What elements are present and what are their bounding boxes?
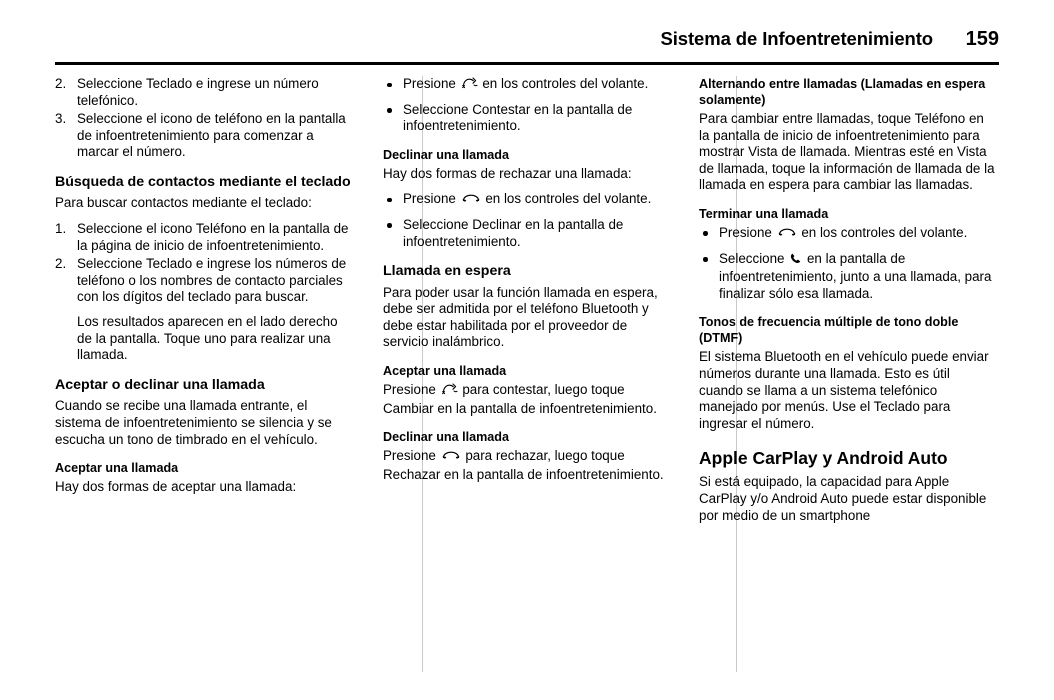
heading-declinar-una-llamada: Declinar una llamada xyxy=(383,147,509,162)
heading-declinar-llamada-espera: Declinar una llamada xyxy=(383,430,509,445)
list-item xyxy=(55,256,353,306)
list-item-text: Seleccione Teclado e ingrese un número telefónico. xyxy=(77,76,319,108)
heading-apple-carplay-android-auto: Apple CarPlay y Android Auto xyxy=(699,448,948,469)
paragraph-dtmf: El sistema Bluetooth en el vehículo puede enviar números durante una llamada. Esto es útil cuando se llama a un sistema telefónico manejado por menús. Use el Teclado para ingresar el número. xyxy=(699,349,989,431)
page-title: Sistema de Infoentretenimiento xyxy=(660,28,933,49)
phone-handset-icon xyxy=(789,252,802,270)
list-item-text-pre: Presione xyxy=(403,76,456,91)
paragraph-aceptar-llamada-espera xyxy=(383,382,667,417)
paragraph-resultados: Los resultados aparecen en el lado derecho de la pantalla. Toque uno para realizar una llamada. xyxy=(77,314,338,363)
paragraph-text-pre: Presione xyxy=(383,448,436,464)
three-column-layout xyxy=(55,76,999,676)
heading-aceptar-llamada-espera: Aceptar una llamada xyxy=(383,364,507,379)
paragraph-text-post: para contestar, luego toque Cambiar en la pantalla de infoentretenimiento. xyxy=(383,382,657,416)
paragraph-declinar-llamada-espera xyxy=(383,448,667,483)
list-item xyxy=(699,225,997,244)
list-marker: 3. xyxy=(55,111,67,127)
column-middle xyxy=(369,76,683,676)
list-item-text: Seleccione Contestar en la pantalla de infoentretenimiento. xyxy=(403,101,633,134)
heading-busqueda-contactos: Búsqueda de contactos mediante el teclado xyxy=(55,173,351,190)
paragraph-text-pre: Presione xyxy=(383,382,436,398)
column-left xyxy=(55,76,369,676)
list-marker: 2. xyxy=(55,76,67,91)
phone-end-icon xyxy=(441,450,461,467)
heading-terminar-llamada: Terminar una llamada xyxy=(699,206,829,221)
paragraph-llamada-entrante: Cuando se recibe una llamada entrante, el sistema de infoentretenimiento se silencia y se escucha un tono de timbrado en el vehículo. xyxy=(55,398,332,447)
list-item-text: Seleccione el icono Teléfono en la pantalla de la página de inicio de infoentretenimiento. xyxy=(77,221,349,253)
phone-end-icon xyxy=(461,193,481,210)
list-item-text: Seleccione Teclado e ingrese los números de teléfono o los nombres de contacto parciales con los dígitos del teclado para buscar. xyxy=(77,256,347,305)
heading-llamada-en-espera: Llamada en espera xyxy=(383,263,511,280)
list-marker: 1. xyxy=(55,221,67,237)
list-item xyxy=(55,111,353,161)
list-item xyxy=(383,102,667,135)
paragraph-dos-formas-rechazar: Hay dos formas de rechazar una llamada: xyxy=(383,165,632,181)
list-item-text-pre: Presione xyxy=(403,191,456,207)
list-item-text-pre: Seleccione xyxy=(719,250,785,266)
list-item-text-pre: Presione xyxy=(719,224,772,240)
heading-alternando-llamadas: Alternando entre llamadas (Llamadas en espera solamente) xyxy=(699,77,986,107)
phone-end-icon xyxy=(777,227,797,244)
list-marker: 2. xyxy=(55,256,67,272)
heading-aceptar-llamada: Aceptar una llamada xyxy=(55,461,179,476)
paragraph-llamada-en-espera: Para poder usar la función llamada en espera, debe ser admitida por el teléfono Bluetooth y debe estar habilitada por el proveedor de servicio inalámbrico. xyxy=(383,284,658,350)
paragraph-carplay: Si está equipado, la capacidad para Apple CarPlay y/o Android Auto puede estar disponible por medio de un smartphone xyxy=(699,474,987,523)
heading-dtmf: Tonos de frecuencia múltiple de tono doble (DTMF) xyxy=(699,315,959,346)
list-item-text-post: en los controles del volante. xyxy=(485,191,652,207)
list-item xyxy=(383,217,667,250)
list-item xyxy=(55,76,353,109)
paragraph-text-post: para rechazar, luego toque Rechazar en la pantalla de infoentretenimiento. xyxy=(383,448,664,482)
list-item-text: Seleccione Declinar en la pantalla de infoentretenimiento. xyxy=(403,216,624,249)
list-item-text-post: en los controles del volante. xyxy=(482,76,649,91)
paragraph-buscar-contactos: Para buscar contactos mediante el teclado: xyxy=(55,195,312,211)
list-buscar-teclado xyxy=(55,221,353,306)
list-item xyxy=(383,191,667,210)
list-aceptar-opciones xyxy=(383,76,667,135)
list-marcar-numero xyxy=(55,76,353,161)
phone-answer-icon xyxy=(461,77,478,95)
paragraph-alternando-llamadas: Para cambiar entre llamadas, toque Teléfono en la pantalla de inicio de infoentretenimiento para mostrar Vista de llamada. Mientras esté en Vista de llamada, toque la información de llamada de la llamada en espera para cambiar las llamadas. xyxy=(699,111,995,193)
list-item-text-post: en los controles del volante. xyxy=(801,224,968,240)
list-item xyxy=(383,76,667,95)
heading-aceptar-declinar: Aceptar o declinar una llamada xyxy=(55,376,265,393)
page-number: 159 xyxy=(965,28,999,50)
list-terminar-opciones xyxy=(699,225,997,302)
list-declinar-opciones xyxy=(383,191,667,250)
paragraph-dos-formas-aceptar: Hay dos formas de aceptar una llamada: xyxy=(55,479,297,495)
header-divider-rule xyxy=(55,62,999,65)
list-item xyxy=(699,251,997,303)
page-header xyxy=(55,28,999,51)
list-item-text: Seleccione el icono de teléfono en la pantalla de infoentretenimiento para comenzar a marcar el número. xyxy=(77,111,346,160)
column-right xyxy=(683,76,997,676)
list-item xyxy=(55,221,353,254)
list-item-text-post: en la pantalla de infoentretenimiento, junto a una llamada, para finalizar sólo esa llamada. xyxy=(719,250,992,301)
phone-answer-icon xyxy=(441,383,458,401)
